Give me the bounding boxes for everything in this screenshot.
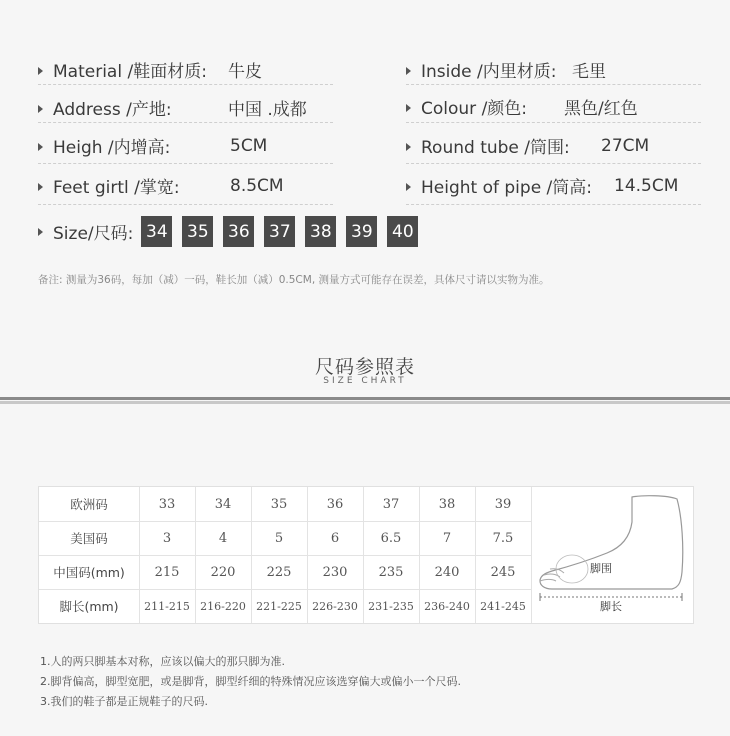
spec-round-tube [406, 133, 650, 158]
divider [406, 163, 701, 164]
spec-pipe-height [406, 173, 679, 198]
spec-value: 8.5CM [230, 175, 284, 196]
spec-value: 毛里 [572, 62, 606, 82]
row-header-us: 美国码 [70, 531, 108, 546]
table-cell: 34 [214, 496, 232, 512]
bullet-arrow-icon [406, 104, 411, 112]
table-cell: 236-240 [424, 599, 470, 613]
row-header-cn: 中国码(mm) [53, 565, 125, 580]
spec-value: 中国 .成都 [228, 100, 307, 120]
bullet-arrow-icon [406, 183, 411, 191]
table-cell: 33 [158, 496, 176, 512]
divider [406, 122, 701, 123]
size-option-38[interactable]: 38 [305, 216, 336, 247]
table-cell: 3 [162, 530, 172, 546]
spec-material [38, 57, 262, 82]
size-selector [38, 216, 428, 247]
size-option-40[interactable]: 40 [387, 216, 418, 247]
size-chart-subtitle: SIZE CHART [323, 376, 407, 386]
divider-band [0, 401, 730, 404]
divider [406, 84, 701, 85]
table-cell: 240 [434, 564, 460, 580]
table-cell: 6 [330, 530, 340, 546]
footnote-item: 2.脚背偏高，脚型宽肥，或是脚背，脚型纤细的特殊情况应该选穿偏大或偏小一个尺码. [40, 675, 461, 688]
spec-heel-height [38, 133, 268, 158]
table-cell: 35 [270, 496, 288, 512]
table-cell: 220 [210, 564, 236, 580]
table-cell: 211-215 [144, 599, 190, 613]
bullet-arrow-icon [38, 228, 43, 236]
table-cell: 6.5 [380, 530, 402, 546]
size-option-34[interactable]: 34 [141, 216, 172, 247]
table-cell: 38 [438, 496, 456, 512]
spec-label: Address /产地: [53, 100, 172, 120]
size-option-36[interactable]: 36 [223, 216, 254, 247]
table-cell: 37 [382, 496, 400, 512]
spec-label: Material /鞋面材质: [53, 62, 207, 82]
footnotes [40, 652, 461, 712]
divider-band [0, 397, 730, 400]
spec-value: 5CM [230, 135, 268, 156]
table-cell: 36 [326, 496, 344, 512]
spec-label: Colour /颜色: [421, 99, 528, 119]
spec-address [38, 95, 307, 120]
bullet-arrow-icon [406, 67, 411, 75]
divider [406, 204, 701, 205]
divider [38, 84, 333, 85]
foot-length-label: 脚长 [600, 600, 622, 613]
bullet-arrow-icon [38, 143, 43, 151]
row-header-eu: 欧洲码 [70, 497, 108, 512]
table-cell: 235 [378, 564, 404, 580]
size-option-37[interactable]: 37 [264, 216, 295, 247]
spec-label: Inside /内里材质: [421, 62, 557, 82]
table-cell: 39 [494, 496, 512, 512]
spec-label: Feet girtl /掌宽: [53, 178, 180, 198]
bullet-arrow-icon [38, 105, 43, 113]
size-option-35[interactable]: 35 [182, 216, 213, 247]
table-cell: 7.5 [492, 530, 514, 546]
table-cell: 226-230 [312, 599, 358, 613]
spec-value: 14.5CM [614, 175, 679, 196]
table-cell: 225 [266, 564, 292, 580]
divider [38, 204, 333, 205]
table-cell: 4 [218, 530, 228, 546]
footnote-item: 3.我们的鞋子都是正规鞋子的尺码. [40, 695, 208, 708]
spec-value: 黑色/红色 [564, 99, 638, 119]
foot-girth-label: 脚围 [590, 562, 612, 575]
table-cell: 231-235 [368, 599, 414, 613]
spec-colour [406, 94, 638, 119]
spec-value: 牛皮 [228, 62, 262, 82]
spec-foot-width [38, 173, 284, 198]
table-cell: 230 [322, 564, 348, 580]
footnote-item: 1.人的两只脚基本对称，应该以偏大的那只脚为准. [40, 655, 285, 668]
table-cell: 245 [490, 564, 516, 580]
spec-inside [406, 57, 606, 82]
table-cell: 241-245 [480, 599, 526, 613]
bullet-arrow-icon [38, 67, 43, 75]
divider [38, 122, 333, 123]
size-label [38, 219, 133, 244]
size-label-text: Size/尺码: [53, 224, 134, 244]
table-cell: 215 [154, 564, 180, 580]
bullet-arrow-icon [38, 183, 43, 191]
row-header-foot-length: 脚长(mm) [59, 599, 119, 614]
spec-label: Height of pipe /筒高: [421, 178, 593, 198]
spec-label: Heigh /内增高: [53, 138, 171, 158]
size-chart-title: 尺码参照表 [314, 356, 415, 378]
table-cell: 221-225 [256, 599, 302, 613]
spec-value: 27CM [601, 135, 650, 156]
table-cell: 7 [442, 530, 452, 546]
table-cell: 216-220 [200, 599, 246, 613]
bullet-arrow-icon [406, 143, 411, 151]
size-table [38, 486, 694, 624]
divider [38, 163, 333, 164]
table-cell: 5 [274, 530, 284, 546]
measurement-note: 备注: 测量为36码，每加（减）一码，鞋长加（减）0.5CM, 测量方式可能存在误差，具体尺寸请以实物为准。 [38, 274, 550, 286]
spec-label: Round tube /筒围: [421, 138, 570, 158]
size-option-39[interactable]: 39 [346, 216, 377, 247]
